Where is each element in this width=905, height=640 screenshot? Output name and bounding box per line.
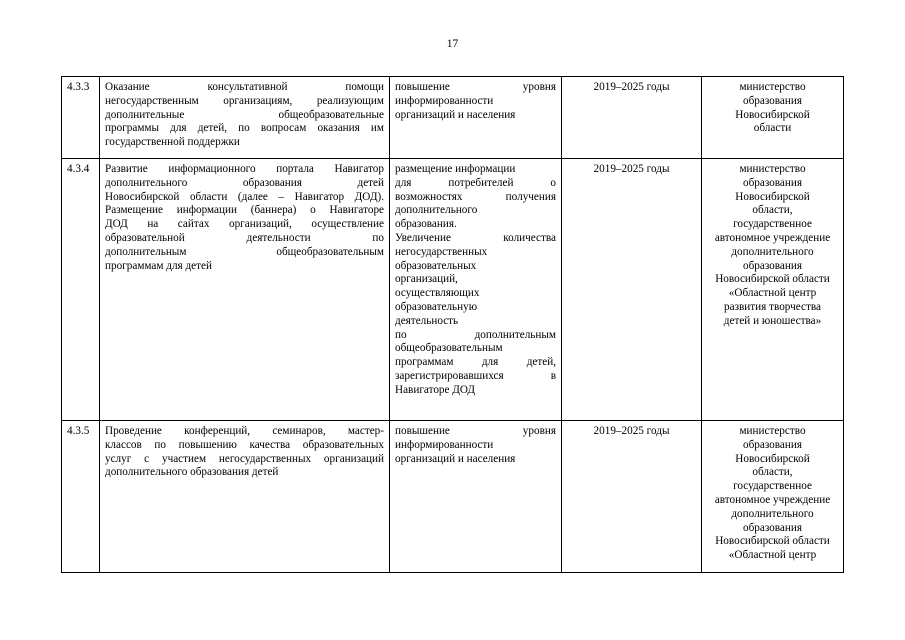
text-line: Оказание консультативной помощи [105,81,384,93]
text-line: Проведение конференций, семинаров, мастер- [105,425,384,437]
executor-line: автономное учреждение [714,493,831,506]
text-line: Развитие информационного портала Навигатор [105,163,384,175]
executor-line: дополнительного [731,507,814,520]
executor-line: области [753,122,792,135]
text-line: зарегистрировавшихся в [395,369,556,382]
table-row [62,77,844,159]
text-line: услуг с участием негосударственных организаций [105,452,384,465]
executor-cell [702,77,844,159]
executor-line: образования [742,176,802,189]
text-line: программам для детей, [395,356,556,369]
executor-line: государственное [733,218,812,231]
text-line: дополнительным общеобразовательным [105,245,384,258]
text-line: деятельность [395,314,459,327]
text-line: размещение информации [395,163,516,175]
text-line: организаций, [395,273,458,286]
activity-cell [100,421,390,573]
executor-line: министерство [739,81,806,93]
executor-cell [702,421,844,573]
executor-line: Новосибирской [735,108,810,121]
text-line: программы для детей, по вопросам оказания им [105,122,384,135]
text-line: дополнительного образования детей [105,176,384,189]
text-line: осуществляющих [395,287,480,300]
executor-line: Новосибирской [735,190,810,203]
result-cell [390,77,562,159]
text-line: программам для детей [105,259,212,272]
text-line: образовательной деятельности по [105,231,384,244]
text-line: Навигаторе ДОД [395,383,476,396]
text-line: организаций и населения [395,108,516,121]
executor-line: образования [742,259,802,272]
text-line: образовательных [395,259,477,272]
term-cell: 2019–2025 годы [562,159,702,421]
executor-line: детей и юношества» [723,314,822,327]
text-line: возможностях получения [395,190,556,203]
executor-line: образования [742,438,802,451]
executor-line: Новосибирской области [715,535,830,548]
item-number: 4.3.5 [62,421,100,573]
executor-cell [702,159,844,421]
text-line: по дополнительным [395,328,556,341]
executor-line: развития творчества [724,300,821,313]
executor-line: образования [742,521,802,534]
executor-line: образования [742,94,802,107]
activity-cell [100,77,390,159]
text-line: дополнительные общеобразовательные [105,108,384,121]
executor-line: Новосибирской [735,452,810,465]
text-line: государственной поддержки [105,136,240,149]
text-line: информированности [395,94,494,107]
measures-table [61,76,844,573]
executor-line: «Областной центр [728,287,817,300]
text-line: информированности [395,438,494,451]
activity-cell [100,159,390,421]
item-number: 4.3.4 [62,159,100,421]
text-line: дополнительного образования детей [105,466,279,479]
term-cell: 2019–2025 годы [562,77,702,159]
text-line: повышение уровня [395,81,556,93]
text-line: для потребителей о [395,176,556,189]
text-line: негосударственным организациям, реализующим [105,94,384,107]
executor-line: Новосибирской области [715,273,830,286]
text-line: негосударственных [395,245,488,258]
executor-line: автономное учреждение [714,231,831,244]
executor-line: области, [752,466,793,479]
text-line: повышение уровня [395,425,556,437]
result-cell [390,421,562,573]
table-row [62,421,844,573]
text-line: образования. [395,218,457,231]
text-line: Увеличение количества [395,231,556,244]
page-number: 17 [446,38,459,50]
executor-line: министерство [739,163,806,175]
text-line: общеобразовательным [395,342,503,355]
text-line: организаций и населения [395,452,516,465]
table-row [62,159,844,421]
executor-line: дополнительного [731,245,814,258]
text-line: Размещение информации (баннера) о Навигаторе [105,204,384,217]
text-line: дополнительного [395,204,478,217]
result-cell [390,159,562,421]
executor-line: области, [752,204,793,217]
text-line: ДОД на сайтах организаций, осуществление [105,218,384,231]
item-number: 4.3.3 [62,77,100,159]
term-cell: 2019–2025 годы [562,421,702,573]
text-line: классов по повышению качества образовательных [105,438,384,451]
executor-line: государственное [733,480,812,493]
executor-line: министерство [739,425,806,437]
executor-line: «Областной центр [728,549,817,562]
text-line: образовательную [395,300,478,313]
text-line: Новосибирской области (далее – Навигатор ДОД). [105,190,384,203]
